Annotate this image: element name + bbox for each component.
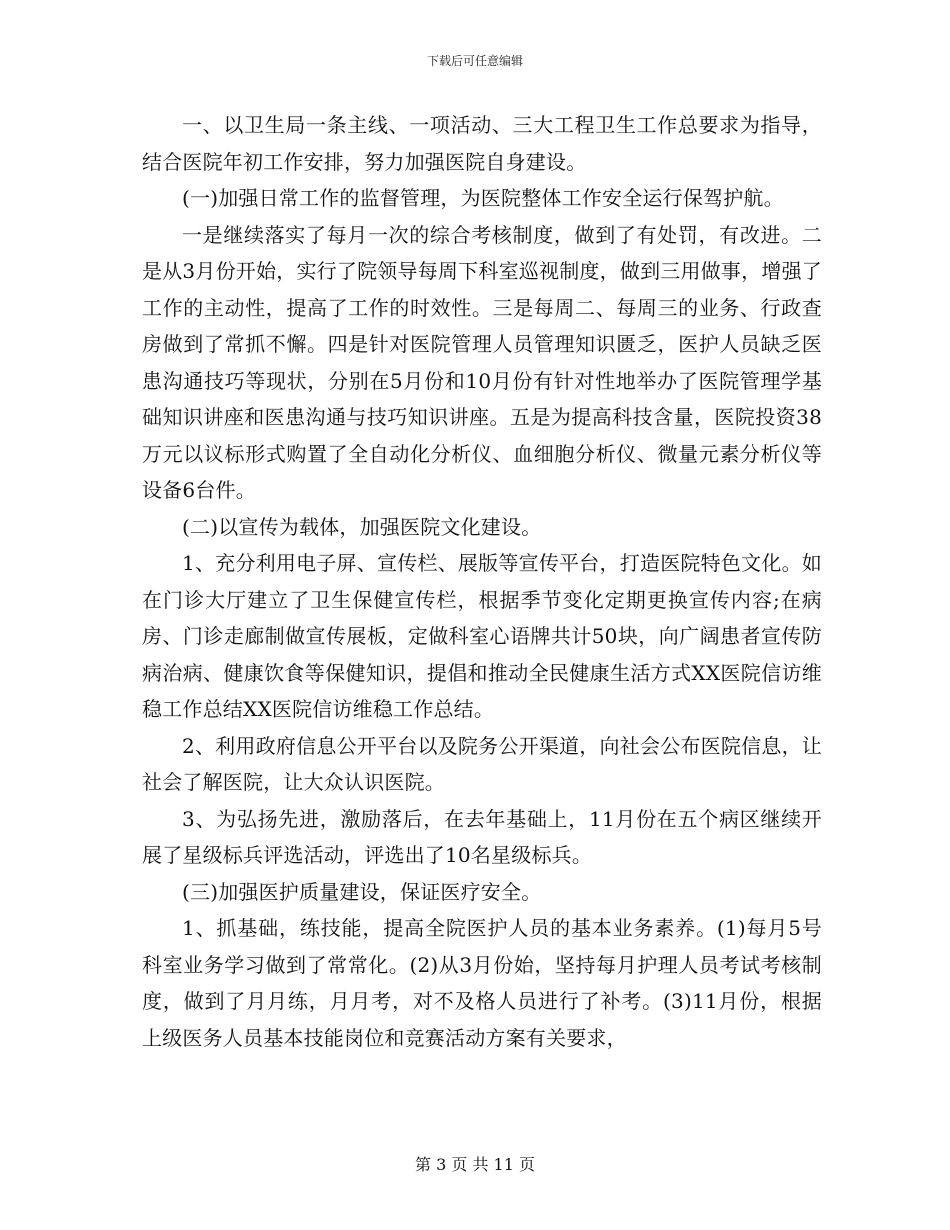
- document-body: [142, 107, 822, 1056]
- paragraph: (一)加强日常工作的监督管理，为医院整体工作安全运行保驾护航。: [182, 186, 784, 210]
- paragraph: 1、充分利用电子屏、宣传栏、展版等宣传平台，打造医院特色文化。如在门诊大厅建立了卫生保健宣传栏，根据季节变化定期更换宣传内容;在病房、门诊走廊制做宣传展板，定做科室心语牌共计50块，向广阔患者宣传防病治病、健康饮食等保健知识，提倡和推动全民健康生活方式XX医院信访维稳工作总结XX医院信访维稳工作总结。: [142, 551, 822, 721]
- paragraph: (二)以宣传为载体，加强医院文化建设。: [182, 514, 542, 539]
- paragraph: 一、以卫生局一条主线、一项活动、三大工程卫生工作总要求为指导，结合医院年初工作安排，努力加强医院自身建设。: [142, 113, 822, 174]
- paragraph: 一是继续落实了每月一次的综合考核制度，做到了有处罚，有改进。二是从3月份开始，实行了院领导每周下科室巡视制度，做到三用做事，增强了工作的主动性，提高了工作的时效性。三是每周二、每周三的业务、行政查房做到了常抓不懈。四是针对医院管理人员管理知识匮乏，医护人员缺乏医患沟通技巧等现状，分别在5月份和10月份有针对性地举办了医院管理学基础知识讲座和医患沟通与技巧知识讲座。五是为提高科技含量，医院投资38万元以议标形式购置了全自动化分析仪、血细胞分析仪、微量元素分析仪等设备6台件。: [142, 222, 822, 502]
- paragraph: 1、抓基础，练技能，提高全院医护人员的基本业务素养。(1)每月5号科室业务学习做到了常常化。(2)从3月份始，坚持每月护理人员考试考核制度，做到了月月练，月月考，对不及格人员进行了补考。(3)11月份，根据上级医务人员基本技能岗位和竞赛活动方案有关要求，: [142, 916, 822, 1050]
- paragraph: 2、利用政府信息公开平台以及院务公开渠道，向社会公布医院信息，让社会了解医院，让大众认识医院。: [142, 733, 822, 794]
- paragraph: (三)加强医护质量建设，保证医疗安全。: [182, 879, 542, 904]
- page-footer: 第 3 页 共 11 页: [415, 1155, 535, 1174]
- paragraph: 3、为弘扬先进，激励落后，在去年基础上，11月份在五个病区继续开展了星级标兵评选活动，评选出了10名星级标兵。: [142, 806, 822, 867]
- page-header: 下载后可任意编辑: [426, 54, 523, 68]
